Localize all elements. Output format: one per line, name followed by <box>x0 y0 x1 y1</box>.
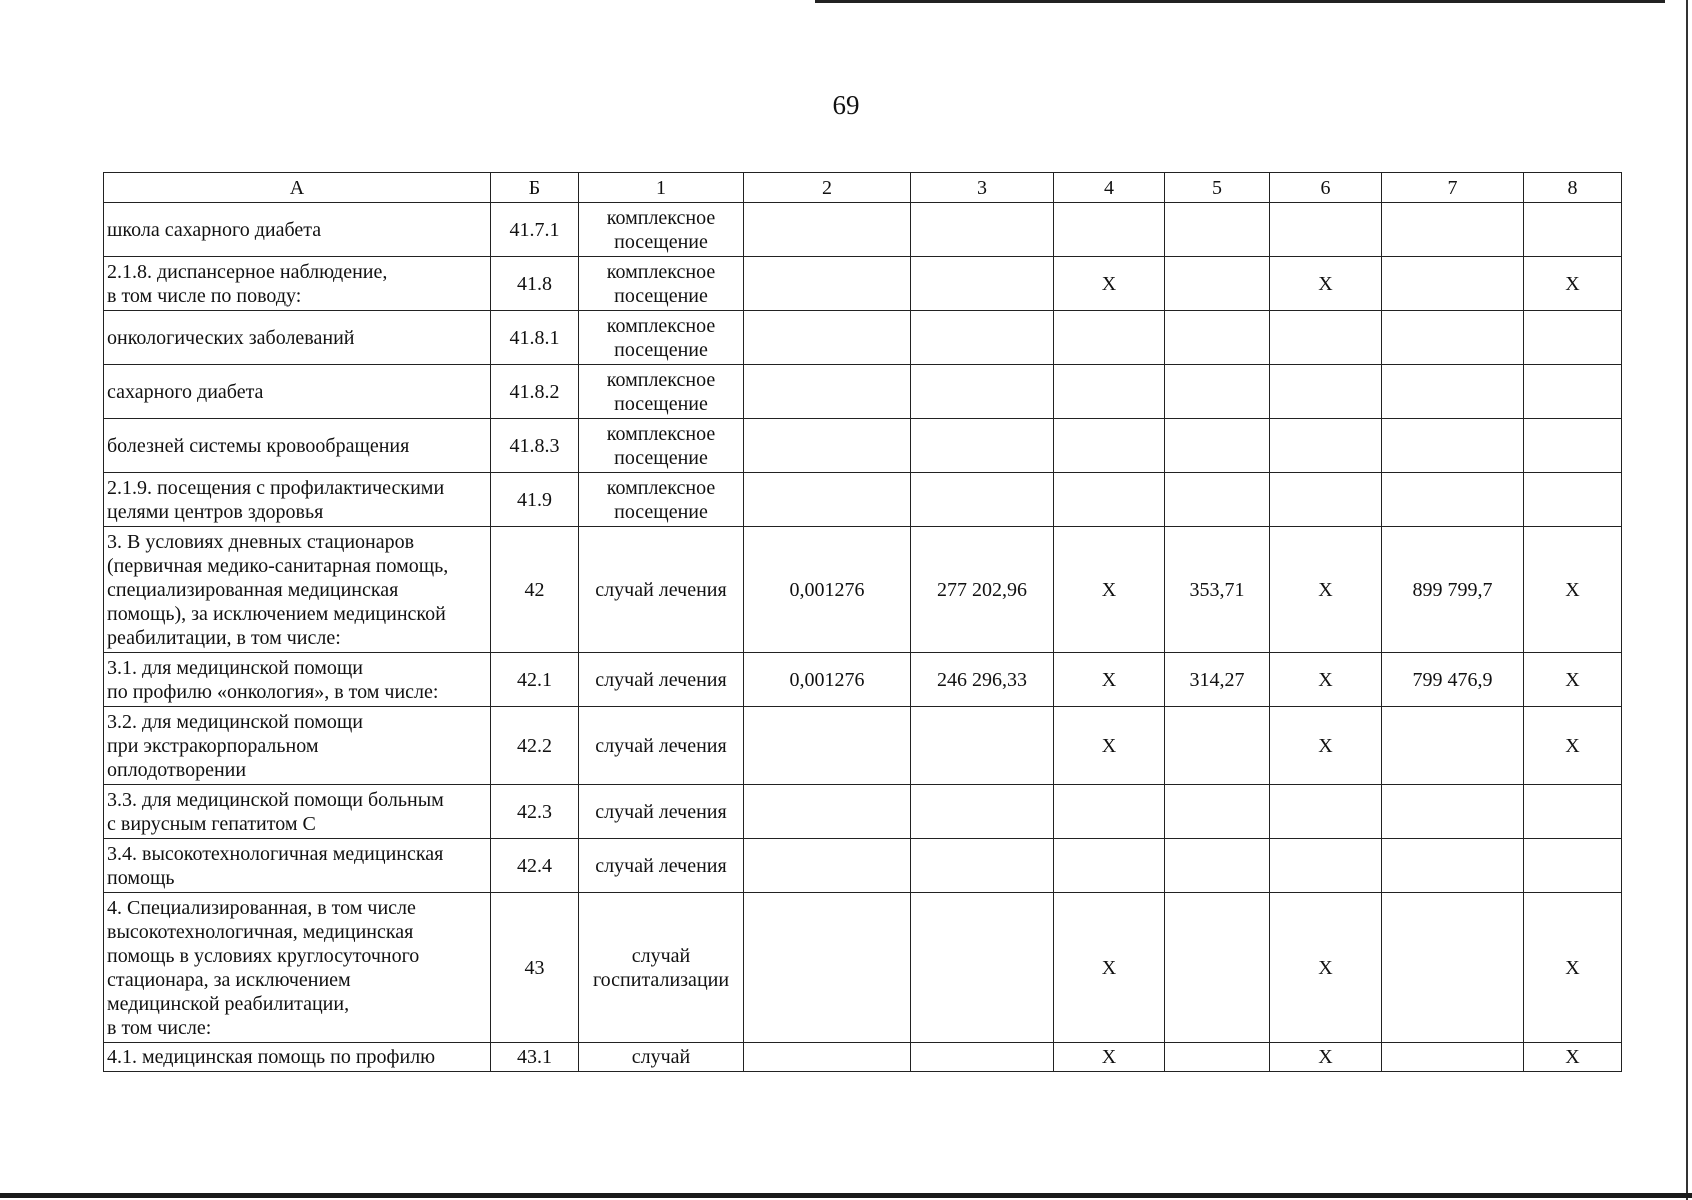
cell-text: комплексное посещение <box>606 422 716 469</box>
row-name-cell <box>104 365 491 419</box>
col-8-cell <box>1524 203 1622 257</box>
cell-text: 3.4. высокотехнологичная медицинская помощь <box>107 842 444 889</box>
unit-cell <box>579 365 744 419</box>
col-5-cell <box>1165 365 1270 419</box>
col-5-cell <box>1165 653 1270 707</box>
cell-text: Х <box>1565 956 1580 979</box>
cell-text: 277 202,96 <box>937 578 1027 601</box>
col-4-cell <box>1054 707 1165 785</box>
row-name-cell <box>104 707 491 785</box>
cell-text: Х <box>1565 668 1580 691</box>
col-4-cell <box>1054 365 1165 419</box>
col-2-cell <box>744 527 911 653</box>
cell-text: 246 296,33 <box>937 668 1027 691</box>
cell-text: случай госпитализации <box>592 944 730 991</box>
cell-text: Х <box>1565 734 1580 757</box>
unit-cell <box>579 785 744 839</box>
row-code-cell <box>491 893 579 1043</box>
col-8-cell <box>1524 707 1622 785</box>
cell-text: 4.1. медицинская помощь по профилю <box>107 1046 436 1068</box>
cell-text: комплексное посещение <box>606 476 716 523</box>
table-row <box>104 785 1622 839</box>
row-name-cell <box>104 893 491 1043</box>
row-code-cell <box>491 257 579 311</box>
col-5-cell <box>1165 1043 1270 1072</box>
column-header: Б <box>491 173 579 203</box>
col-3-cell <box>911 257 1054 311</box>
col-5-cell <box>1165 311 1270 365</box>
column-header: 2 <box>744 173 911 203</box>
cell-text: 899 799,7 <box>1412 578 1493 601</box>
col-4-cell <box>1054 785 1165 839</box>
col-7-cell <box>1382 893 1524 1043</box>
col-5-cell <box>1165 527 1270 653</box>
table-row <box>104 893 1622 1043</box>
col-3-cell <box>911 311 1054 365</box>
cell-text: 42.2 <box>517 734 552 757</box>
col-5-cell <box>1165 203 1270 257</box>
col-3-cell <box>911 785 1054 839</box>
cell-text: 2.1.8. диспансерное наблюдение, в том числе по поводу: <box>107 260 388 307</box>
table-row <box>104 839 1622 893</box>
data-table <box>103 172 1622 1072</box>
col-4-cell <box>1054 839 1165 893</box>
col-3-cell <box>911 653 1054 707</box>
unit-cell <box>579 527 744 653</box>
cell-text: Х <box>1565 1046 1580 1068</box>
table-row <box>104 653 1622 707</box>
col-5-cell <box>1165 419 1270 473</box>
col-5-cell <box>1165 785 1270 839</box>
col-8-cell <box>1524 365 1622 419</box>
unit-cell <box>579 311 744 365</box>
col-3-cell <box>911 707 1054 785</box>
table-row <box>104 419 1622 473</box>
cell-text: 43 <box>524 956 545 979</box>
col-3-cell <box>911 893 1054 1043</box>
scan-right-edge <box>1686 0 1688 1200</box>
col-7-cell <box>1382 365 1524 419</box>
col-6-cell <box>1270 893 1382 1043</box>
col-4-cell <box>1054 893 1165 1043</box>
unit-cell <box>579 419 744 473</box>
table-row <box>104 365 1622 419</box>
row-name-cell <box>104 839 491 893</box>
col-7-cell <box>1382 785 1524 839</box>
unit-cell <box>579 473 744 527</box>
row-name-cell <box>104 1043 491 1072</box>
col-8-cell <box>1524 785 1622 839</box>
col-7-cell <box>1382 311 1524 365</box>
column-header: 5 <box>1165 173 1270 203</box>
col-3-cell <box>911 527 1054 653</box>
cell-text: Х <box>1101 578 1117 601</box>
cell-text: Х <box>1318 578 1333 601</box>
table-body <box>104 203 1622 1072</box>
col-5-cell <box>1165 257 1270 311</box>
col-7-cell <box>1382 473 1524 527</box>
row-name-cell <box>104 311 491 365</box>
col-4-cell <box>1054 419 1165 473</box>
col-6-cell <box>1270 785 1382 839</box>
cell-text: 42.3 <box>517 800 552 823</box>
cell-text: Х <box>1318 956 1333 979</box>
cell-text: Х <box>1565 578 1580 601</box>
cell-text: Х <box>1101 272 1117 295</box>
row-code-cell <box>491 473 579 527</box>
col-6-cell <box>1270 311 1382 365</box>
cell-text: болезней системы кровообращения <box>107 434 410 457</box>
row-code-cell <box>491 419 579 473</box>
col-4-cell <box>1054 203 1165 257</box>
unit-cell <box>579 707 744 785</box>
col-2-cell <box>744 257 911 311</box>
row-name-cell <box>104 473 491 527</box>
cell-text: 41.7.1 <box>509 218 560 241</box>
col-7-cell <box>1382 527 1524 653</box>
cell-text: случай лечения <box>595 734 727 757</box>
cell-text: Х <box>1101 1046 1117 1068</box>
col-6-cell <box>1270 653 1382 707</box>
col-7-cell <box>1382 839 1524 893</box>
cell-text: случай <box>631 1046 691 1068</box>
row-code-cell <box>491 365 579 419</box>
table-row <box>104 203 1622 257</box>
row-code-cell <box>491 785 579 839</box>
col-4-cell <box>1054 527 1165 653</box>
col-3-cell <box>911 473 1054 527</box>
table-row <box>104 311 1622 365</box>
cell-text: 0,001276 <box>789 578 865 601</box>
cell-text: 314,27 <box>1189 668 1245 691</box>
cell-text: онкологических заболеваний <box>107 326 355 349</box>
row-name-cell <box>104 785 491 839</box>
column-header: 3 <box>911 173 1054 203</box>
col-2-cell <box>744 365 911 419</box>
cell-text: случай лечения <box>595 668 727 691</box>
table-row <box>104 707 1622 785</box>
row-name-cell <box>104 257 491 311</box>
col-3-cell <box>911 419 1054 473</box>
row-name-cell <box>104 203 491 257</box>
cell-text: 799 476,9 <box>1412 668 1493 691</box>
cell-text: 41.8 <box>517 272 552 295</box>
col-8-cell <box>1524 311 1622 365</box>
col-6-cell <box>1270 707 1382 785</box>
col-4-cell <box>1054 311 1165 365</box>
cell-text: комплексное посещение <box>606 368 716 415</box>
scan-bottom-edge <box>0 1193 1692 1198</box>
col-7-cell <box>1382 653 1524 707</box>
col-7-cell <box>1382 257 1524 311</box>
cell-text: Х <box>1565 272 1580 295</box>
cell-text: 2.1.9. посещения с профилактическими целями центров здоровья <box>107 476 445 523</box>
row-code-cell <box>491 203 579 257</box>
col-8-cell <box>1524 653 1622 707</box>
cell-text: 41.8.3 <box>509 434 560 457</box>
cell-text: сахарного диабета <box>107 380 264 403</box>
col-8-cell <box>1524 419 1622 473</box>
cell-text: Х <box>1101 668 1117 691</box>
cell-text: 43.1 <box>517 1046 552 1068</box>
col-6-cell <box>1270 419 1382 473</box>
col-6-cell <box>1270 203 1382 257</box>
cell-text: 41.9 <box>517 488 552 511</box>
page-number: 69 <box>832 90 860 120</box>
unit-cell <box>579 839 744 893</box>
table-row <box>104 257 1622 311</box>
col-6-cell <box>1270 365 1382 419</box>
cell-text: комплексное посещение <box>606 260 716 307</box>
cell-text: Х <box>1318 734 1333 757</box>
col-5-cell <box>1165 473 1270 527</box>
cell-text: школа сахарного диабета <box>107 218 322 241</box>
cell-text: 41.8.2 <box>509 380 560 403</box>
cell-text: 3.3. для медицинской помощи больным с вирусным гепатитом С <box>107 788 444 835</box>
cell-text: комплексное посещение <box>606 314 716 361</box>
col-2-cell <box>744 893 911 1043</box>
cell-text: 41.8.1 <box>509 326 560 349</box>
unit-cell <box>579 653 744 707</box>
col-6-cell <box>1270 839 1382 893</box>
col-2-cell <box>744 785 911 839</box>
col-7-cell <box>1382 707 1524 785</box>
column-header: А <box>104 173 491 203</box>
row-code-cell <box>491 1043 579 1072</box>
cell-text: 3. В условиях дневных стационаров (первичная медико-санитарная помощь, специализированная медицинская помощь), за исключением медицинской реабилитации, в том числе: <box>107 530 449 649</box>
cell-text: Х <box>1318 1046 1333 1068</box>
col-8-cell <box>1524 839 1622 893</box>
column-header: 8 <box>1524 173 1622 203</box>
col-7-cell <box>1382 419 1524 473</box>
row-name-cell <box>104 653 491 707</box>
cell-text: случай лечения <box>595 800 727 823</box>
col-2-cell <box>744 311 911 365</box>
row-code-cell <box>491 527 579 653</box>
cell-text: случай лечения <box>595 854 727 877</box>
col-2-cell <box>744 1043 911 1072</box>
col-8-cell <box>1524 1043 1622 1072</box>
col-2-cell <box>744 839 911 893</box>
table-row <box>104 527 1622 653</box>
col-3-cell <box>911 839 1054 893</box>
col-6-cell <box>1270 1043 1382 1072</box>
cell-text: 4. Специализированная, в том числе высокотехнологичная, медицинская помощь в условиях круглосуточного стационара, за исключением медицинской реабилитации, в том числе: <box>107 896 420 1039</box>
cell-text: Х <box>1318 668 1333 691</box>
cell-text: Х <box>1318 272 1333 295</box>
col-4-cell <box>1054 1043 1165 1072</box>
table-row <box>104 473 1622 527</box>
col-8-cell <box>1524 893 1622 1043</box>
row-name-cell <box>104 419 491 473</box>
col-7-cell <box>1382 203 1524 257</box>
cell-text: случай лечения <box>595 578 727 601</box>
col-6-cell <box>1270 473 1382 527</box>
col-8-cell <box>1524 473 1622 527</box>
cell-text: 0,001276 <box>789 668 865 691</box>
column-header: 6 <box>1270 173 1382 203</box>
unit-cell <box>579 1043 744 1072</box>
col-4-cell <box>1054 257 1165 311</box>
col-2-cell <box>744 419 911 473</box>
cell-text: комплексное посещение <box>606 206 716 253</box>
cell-text: 3.2. для медицинской помощи при экстракорпоральном оплодотворении <box>107 710 363 781</box>
col-2-cell <box>744 203 911 257</box>
cell-text: Х <box>1101 734 1117 757</box>
col-8-cell <box>1524 257 1622 311</box>
col-3-cell <box>911 203 1054 257</box>
col-2-cell <box>744 707 911 785</box>
col-5-cell <box>1165 707 1270 785</box>
row-code-cell <box>491 653 579 707</box>
unit-cell <box>579 203 744 257</box>
col-2-cell <box>744 653 911 707</box>
cell-text: Х <box>1101 956 1117 979</box>
row-code-cell <box>491 311 579 365</box>
scan-top-edge <box>815 0 1665 3</box>
column-header: 4 <box>1054 173 1165 203</box>
unit-cell <box>579 257 744 311</box>
col-4-cell <box>1054 653 1165 707</box>
col-6-cell <box>1270 527 1382 653</box>
column-header: 7 <box>1382 173 1524 203</box>
col-7-cell <box>1382 1043 1524 1072</box>
col-2-cell <box>744 473 911 527</box>
unit-cell <box>579 893 744 1043</box>
cell-text: 42.1 <box>517 668 552 691</box>
cell-text: 353,71 <box>1189 578 1245 601</box>
column-header: 1 <box>579 173 744 203</box>
table-row <box>104 1043 1622 1072</box>
row-name-cell <box>104 527 491 653</box>
row-code-cell <box>491 707 579 785</box>
col-5-cell <box>1165 839 1270 893</box>
cell-text: 42.4 <box>517 854 552 877</box>
col-3-cell <box>911 365 1054 419</box>
col-8-cell <box>1524 527 1622 653</box>
col-6-cell <box>1270 257 1382 311</box>
cell-text: 42 <box>524 578 545 601</box>
cell-text: 3.1. для медицинской помощи по профилю «онкология», в том числе: <box>107 656 439 703</box>
col-3-cell <box>911 1043 1054 1072</box>
col-5-cell <box>1165 893 1270 1043</box>
table-header-row <box>104 173 1622 203</box>
col-4-cell <box>1054 473 1165 527</box>
row-code-cell <box>491 839 579 893</box>
